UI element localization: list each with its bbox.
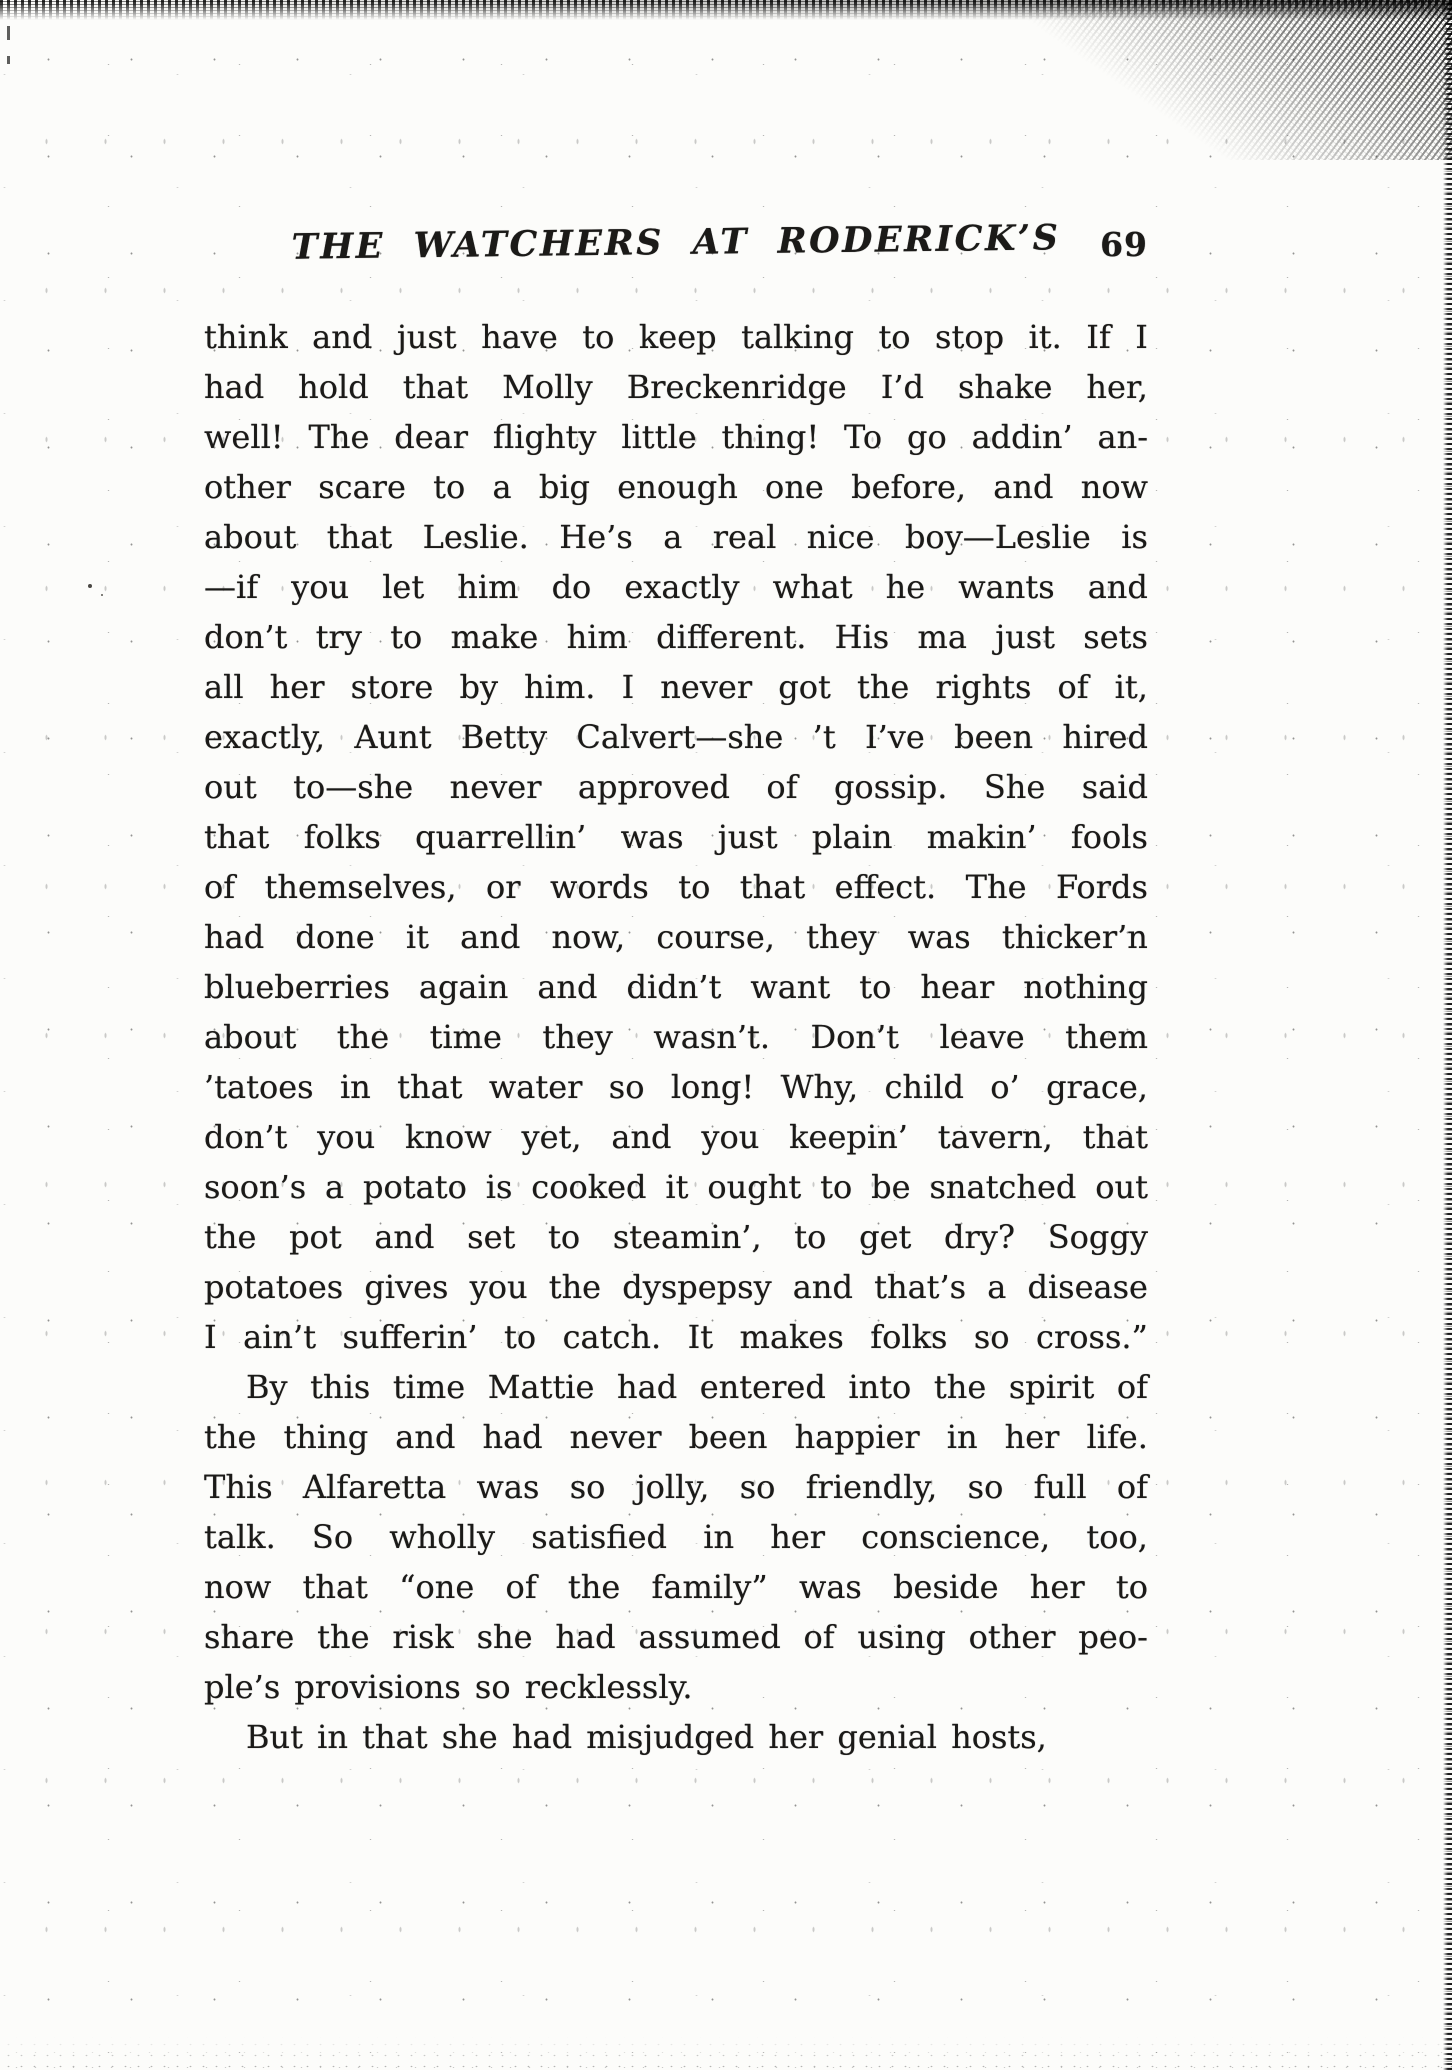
text-line: ple’s provisions so recklessly. — [204, 1668, 693, 1706]
text-line: about that Leslie. He’s a real nice boy—Leslie is — [204, 518, 1148, 556]
scan-noise-bottom-edge — [0, 2036, 1452, 2070]
text-line: don’t try to make him different. His ma just sets — [204, 618, 1148, 656]
text-line: talk. So wholly satisfied in her conscience, too, — [204, 1518, 1148, 1556]
scan-noise-right-edge — [1443, 0, 1452, 2070]
text-line: exactly, Aunt Betty Calvert—she ’t I’ve been hired — [204, 718, 1148, 756]
text-line: soon’s a potato is cooked it ought to be snatched out — [204, 1168, 1148, 1206]
text-line: potatoes gives you the dyspepsy and that’s a disease — [204, 1268, 1148, 1306]
text-line: share the risk she had assumed of using other peo- — [204, 1618, 1148, 1656]
text-line: I ain’t sufferin’ to catch. It makes folks so cross.” — [204, 1318, 1148, 1356]
page-number: 69 — [1100, 225, 1148, 264]
text-line: don’t you know yet, and you keepin’ tavern, that — [204, 1118, 1148, 1156]
text-line: But in that she had misjudged her genial hosts, — [246, 1718, 1047, 1756]
text-line: —if you let him do exactly what he wants and — [204, 568, 1148, 606]
running-title: THE WATCHERS AT RODERICK’S — [291, 217, 1061, 268]
text-line: the thing and had never been happier in her life. — [204, 1418, 1148, 1456]
scan-noise-top-right-corner — [1012, 0, 1452, 160]
text-line: of themselves, or words to that effect. The Fords — [204, 868, 1148, 906]
text-line: well! The dear flighty little thing! To go addin’ an- — [204, 418, 1148, 456]
text-line: ’tatoes in that water so long! Why, child o’ grace, — [204, 1068, 1148, 1106]
body-text — [204, 312, 1148, 1762]
text-line: had done it and now, course, they was thicker’n — [204, 918, 1148, 956]
scan-mark-top-left — [7, 26, 10, 96]
text-line: think and just have to keep talking to stop it. If I — [204, 318, 1148, 356]
text-line: had hold that Molly Breckenridge I’d shake her, — [204, 368, 1148, 406]
text-line: all her store by him. I never got the rights of it, — [204, 668, 1148, 706]
text-line: other scare to a big enough one before, and now — [204, 468, 1148, 506]
scan-mark-left-margin — [88, 584, 92, 588]
text-line: blueberries again and didn’t want to hear nothing — [204, 968, 1148, 1006]
text-line: out to—she never approved of gossip. She said — [204, 768, 1148, 806]
text-line: now that “one of the family” was beside her to — [204, 1568, 1148, 1606]
text-line: about the time they wasn’t. Don’t leave them — [204, 1018, 1148, 1056]
text-line: the pot and set to steamin’, to get dry? Soggy — [204, 1218, 1148, 1256]
text-line: This Alfaretta was so jolly, so friendly, so full of — [204, 1468, 1148, 1506]
page-header — [204, 217, 1148, 280]
text-line: By this time Mattie had entered into the spirit of — [246, 1368, 1148, 1406]
text-line: that folks quarrellin’ was just plain makin’ fools — [204, 818, 1148, 856]
